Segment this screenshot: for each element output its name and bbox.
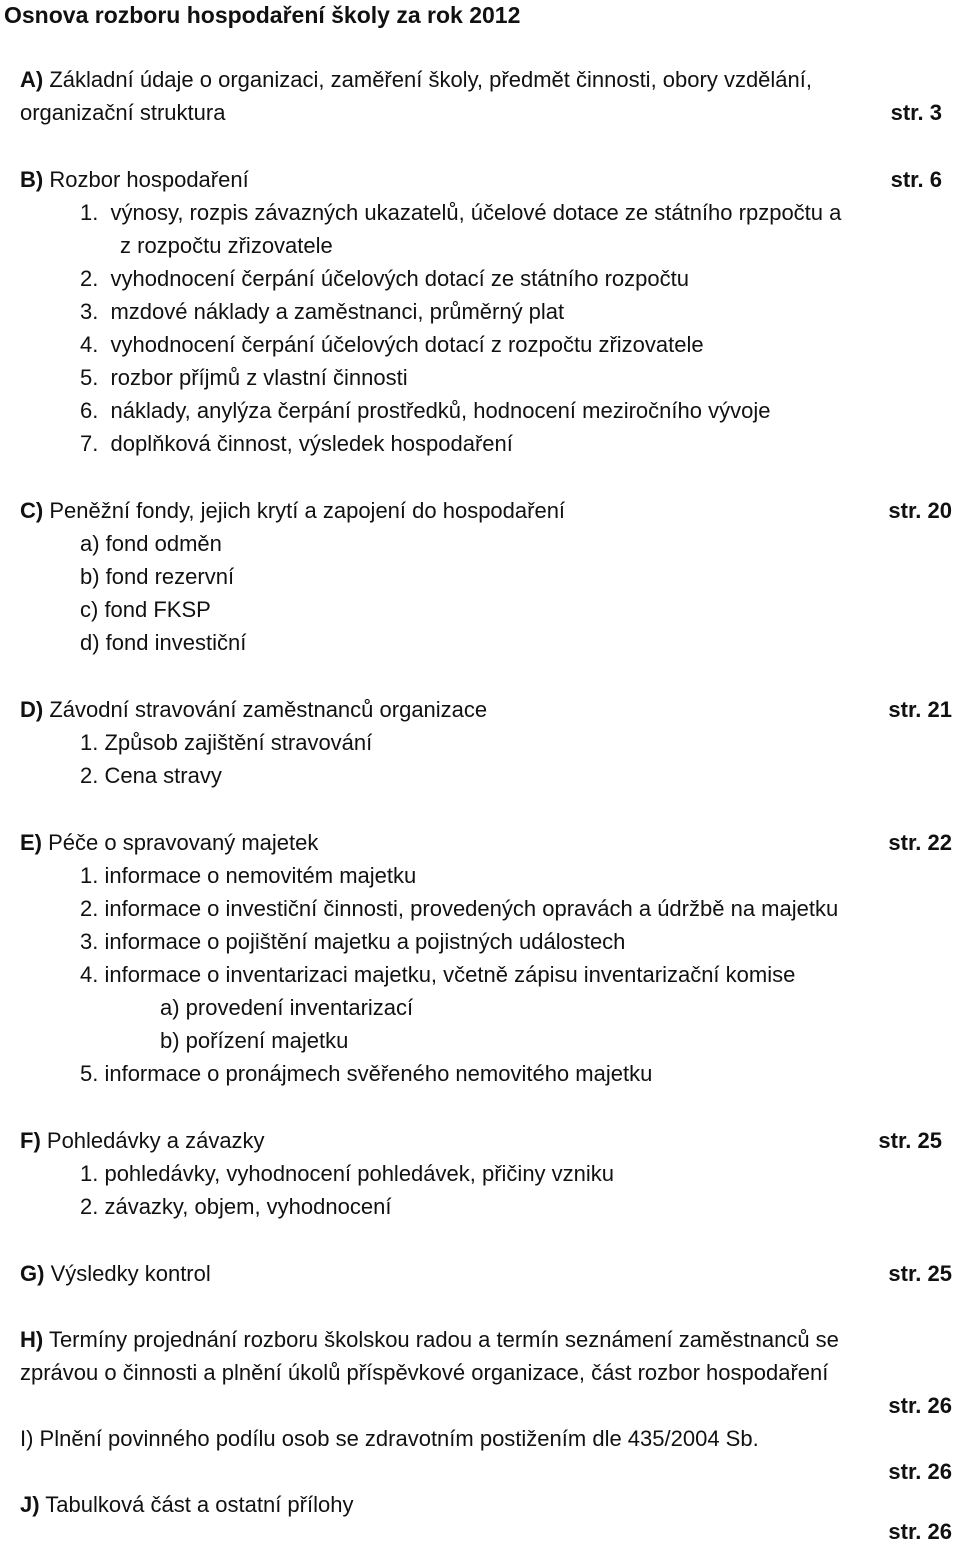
section-a-text-1: Základní údaje o organizaci, zaměření školy, předmět činnosti, obory vzdělání, <box>49 67 812 92</box>
list-item <box>80 398 770 424</box>
section-a-line2: organizační struktura <box>20 100 226 125</box>
list-item: z rozpočtu zřizovatele <box>120 233 333 258</box>
item-number: 6. <box>80 398 99 423</box>
item-text: vyhodnocení čerpání účelových dotací ze státního rozpočtu <box>110 266 689 291</box>
section-h-line1 <box>20 1327 839 1353</box>
section-d-letter: D) <box>20 697 44 722</box>
list-item <box>80 365 408 391</box>
list-item: 2. závazky, objem, vyhodnocení <box>80 1194 392 1219</box>
section-e-page: str. 22 <box>888 830 952 855</box>
list-item: 5. informace o pronájmech svěřeného nemovitého majetku <box>80 1061 653 1086</box>
list-item: 2. informace o investiční činnosti, provedených opravách a údržbě na majetku <box>80 896 839 921</box>
item-text: náklady, anylýza čerpání prostředků, hodnocení meziročního vývoje <box>110 398 771 423</box>
section-b-title: Rozbor hospodaření <box>49 167 249 192</box>
section-d-page: str. 21 <box>888 697 952 722</box>
section-g-page: str. 25 <box>888 1261 952 1286</box>
section-f-page: str. 25 <box>878 1128 942 1153</box>
section-j-page: str. 26 <box>888 1519 952 1544</box>
list-item: b) fond rezervní <box>80 564 235 589</box>
section-b-page: str. 6 <box>890 167 942 192</box>
section-b-letter: B) <box>20 167 44 192</box>
item-number: 5. <box>80 365 99 390</box>
item-text: mzdové náklady a zaměstnanci, průměrný plat <box>110 299 565 324</box>
list-item <box>80 431 513 457</box>
section-h-text-1: Termíny projednání rozboru školskou radou a termín seznámení zaměstnanců se <box>48 1327 839 1352</box>
item-number: 1. <box>80 200 99 225</box>
section-a-line1 <box>20 67 812 93</box>
list-item: c) fond FKSP <box>80 597 211 622</box>
section-j-letter: J) <box>20 1492 40 1517</box>
list-item <box>80 332 704 358</box>
list-item <box>80 299 564 325</box>
section-f-heading <box>20 1128 265 1154</box>
item-number: 2. <box>80 266 99 291</box>
section-i-page: str. 26 <box>888 1459 952 1484</box>
item-text: vyhodnocení čerpání účelových dotací z rozpočtu zřizovatele <box>110 332 704 357</box>
item-number: 3. <box>80 299 99 324</box>
section-c-title: Peněžní fondy, jejich krytí a zapojení do hospodaření <box>49 498 566 523</box>
section-f-letter: F) <box>20 1128 41 1153</box>
section-e-heading <box>20 830 318 856</box>
section-h-page: str. 26 <box>888 1393 952 1418</box>
section-h-line2: zprávou o činnosti a plnění úkolů příspěvkové organizace, část rozbor hospodaření <box>20 1360 829 1385</box>
list-item: 1. pohledávky, vyhodnocení pohledávek, přičiny vzniku <box>80 1161 615 1186</box>
list-item: 1. informace o nemovitém majetku <box>80 863 417 888</box>
section-j-heading <box>20 1492 353 1518</box>
list-item: 2. Cena stravy <box>80 763 222 788</box>
item-text: doplňková činnost, výsledek hospodaření <box>110 431 513 456</box>
document-title: Osnova rozboru hospodaření školy za rok 2012 <box>4 2 521 28</box>
list-item <box>80 266 689 292</box>
section-j-title: Tabulková část a ostatní přílohy <box>45 1492 354 1517</box>
section-h-letter: H) <box>20 1327 44 1352</box>
item-number: 4. <box>80 332 99 357</box>
list-item: d) fond investiční <box>80 630 247 655</box>
list-item <box>80 200 841 226</box>
item-text: rozbor příjmů z vlastní činnosti <box>110 365 408 390</box>
section-g-title: Výsledky kontrol <box>50 1261 211 1286</box>
section-c-page: str. 20 <box>888 498 952 523</box>
section-b-heading <box>20 167 249 193</box>
section-e-title: Péče o spravovaný majetek <box>48 830 319 855</box>
list-item: 3. informace o pojištění majetku a pojistných událostech <box>80 929 626 954</box>
section-a-letter: A) <box>20 67 44 92</box>
section-f-title: Pohledávky a závazky <box>46 1128 265 1153</box>
item-text: výnosy, rozpis závazných ukazatelů, účelové dotace ze státního rpzpočtu a <box>110 200 842 225</box>
section-i-line: I) Plnění povinného podílu osob se zdravotním postižením dle 435/2004 Sb. <box>20 1426 759 1451</box>
section-c-letter: C) <box>20 498 44 523</box>
section-d-title: Závodní stravování zaměstnanců organizace <box>49 697 488 722</box>
section-g-heading <box>20 1261 211 1287</box>
section-c-heading <box>20 498 565 524</box>
section-g-letter: G) <box>20 1261 45 1286</box>
list-item: a) provedení inventarizací <box>160 995 414 1020</box>
list-item: 4. informace o inventarizaci majetku, včetně zápisu inventarizační komise <box>80 962 796 987</box>
list-item: 1. Způsob zajištění stravování <box>80 730 373 755</box>
list-item: b) pořízení majetku <box>160 1028 349 1053</box>
section-d-heading <box>20 697 487 723</box>
item-number: 7. <box>80 431 99 456</box>
section-a-page: str. 3 <box>890 100 942 125</box>
list-item: a) fond odměn <box>80 531 222 556</box>
section-e-letter: E) <box>20 830 42 855</box>
